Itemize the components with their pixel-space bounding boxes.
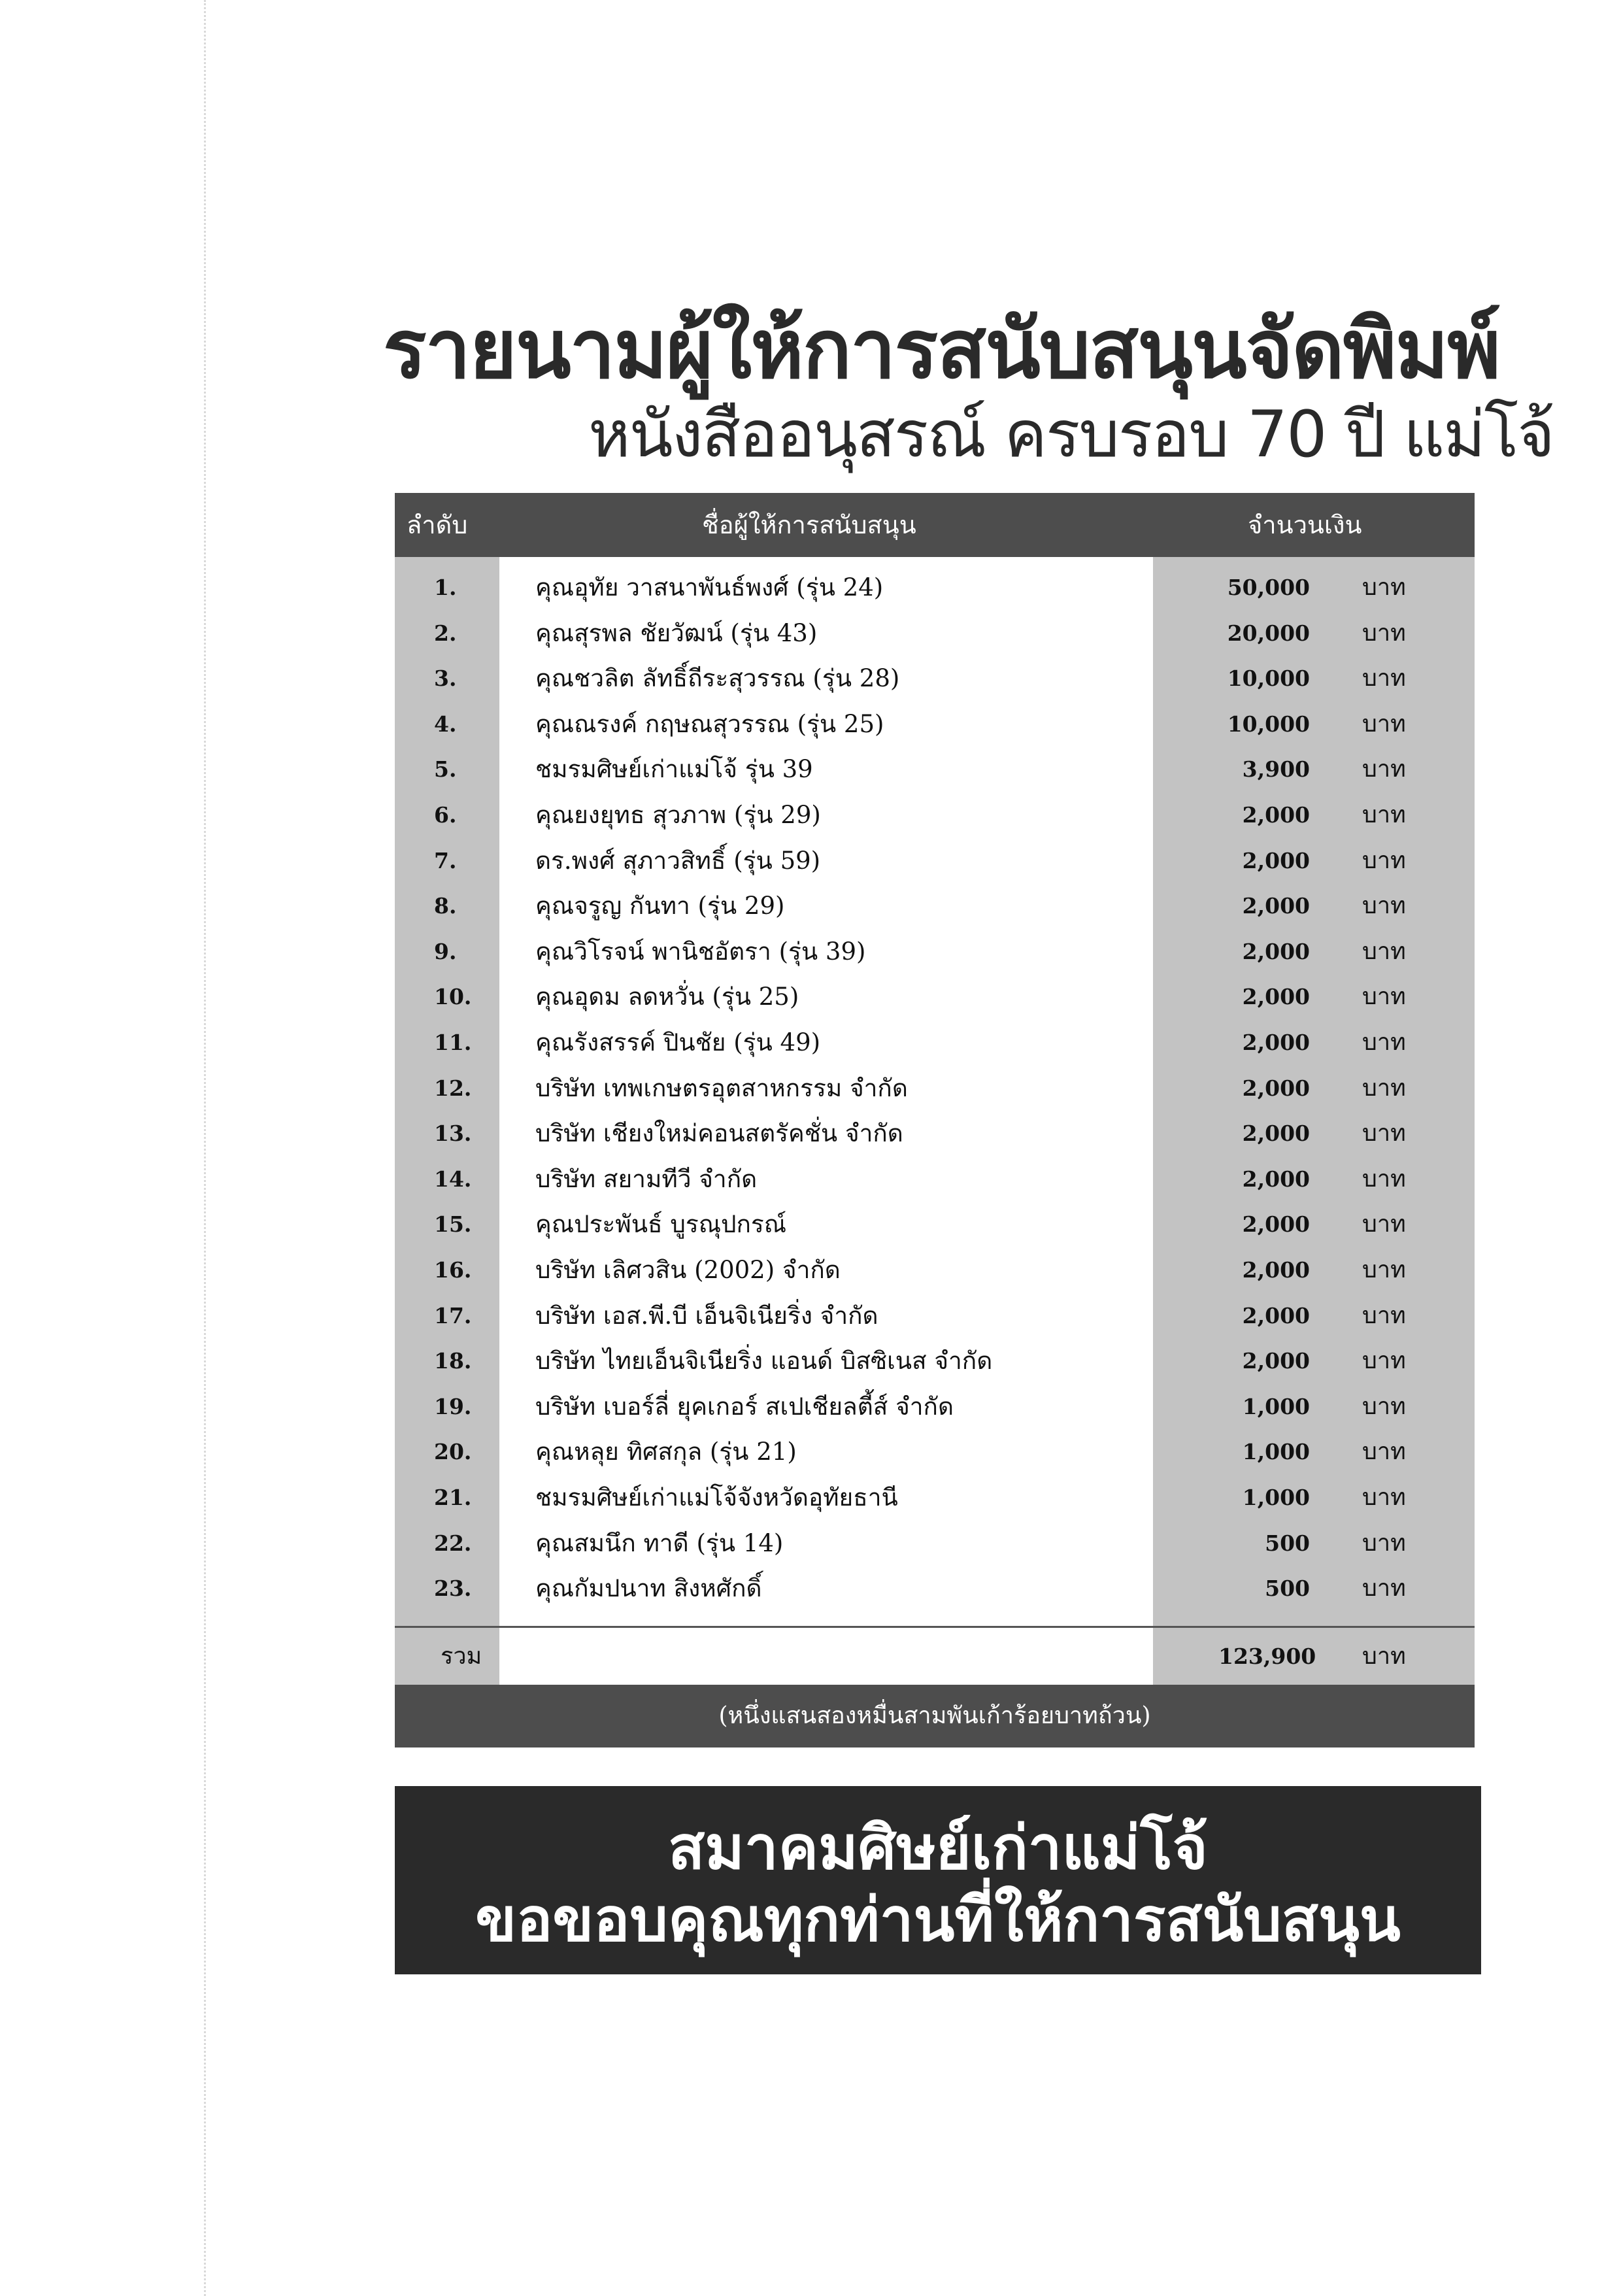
row-unit: บาท [1362,1211,1406,1238]
row-unit: บาท [1362,1484,1406,1511]
row-number: 10. [434,984,472,1010]
table-row [395,1429,1475,1475]
row-unit: บาท [1362,892,1406,920]
total-row [395,1634,1475,1680]
table-row [395,1475,1475,1521]
row-number: 18. [434,1348,472,1374]
row-name: คุณอุดม ลดหวั่น (รุ่น 25) [535,983,799,1011]
table-row [395,1293,1475,1339]
row-number: 20. [434,1439,472,1465]
row-amount: 1,000 [1242,1439,1310,1465]
row-amount: 2,000 [1242,1348,1310,1374]
table-row [395,974,1475,1020]
row-unit: บาท [1362,1029,1406,1056]
row-number: 4. [434,711,457,737]
row-unit: บาท [1362,1575,1406,1602]
row-amount: 2,000 [1242,1257,1310,1283]
header-amount: จำนวนเงิน [1248,511,1362,539]
row-name: คุณหลุย ทิศสกุล (รุ่น 21) [535,1438,797,1466]
table-row [395,792,1475,838]
row-amount: 2,000 [1242,1030,1310,1055]
row-name: บริษัท สยามทีวี จำกัด [535,1164,758,1193]
row-unit: บาท [1362,1529,1406,1557]
row-number: 17. [434,1302,472,1328]
row-unit: บาท [1362,1120,1406,1147]
table-row [395,1066,1475,1111]
row-amount: 10,000 [1227,666,1310,692]
row-number: 9. [434,938,457,964]
row-name: คุณณรงค์ กฤษณสุวรรณ (รุ่น 25) [535,709,884,738]
table-row [395,1156,1475,1202]
row-amount: 10,000 [1227,711,1310,737]
row-amount: 50,000 [1227,575,1310,600]
row-unit: บาท [1362,802,1406,828]
row-name: บริษัท เชียงใหม่คอนสตรัคชั่น จำกัด [535,1119,903,1148]
row-number: 12. [434,1075,472,1101]
row-name: ชมรมศิษย์เก่าแม่โจ้ รุ่น 39 [535,755,813,784]
row-name: คุณประพันธ์ บูรณุปกรณ์ [535,1210,787,1239]
page-title: รายนามผู้ให้การสนับสนุนจัดพิมพ์ [383,303,1500,397]
row-name: คุณวิโรจน์ พานิชอัตรา (รุ่น 39) [535,937,866,966]
row-number: 16. [434,1257,472,1283]
row-unit: บาท [1362,1257,1406,1283]
table-row [395,883,1475,929]
total-label: รวม [441,1643,482,1670]
row-name: คุณอุทัย วาสนาพันธ์พงศ์ (รุ่น 24) [535,573,884,601]
row-unit: บาท [1362,574,1406,601]
table-row [395,656,1475,701]
row-name: คุณรังสรรค์ ปินชัย (รุ่น 49) [535,1028,821,1056]
row-name: บริษัท เบอร์ลี่ ยุคเกอร์ สเปเชียลตี้ส์ จำกัด [535,1392,954,1421]
row-unit: บาท [1362,1393,1406,1420]
row-number: 6. [434,802,457,828]
row-unit: บาท [1362,756,1406,783]
total-amount: 123,900 [1218,1644,1316,1669]
row-amount: 500 [1265,1530,1310,1556]
row-unit: บาท [1362,1074,1406,1102]
table-header [395,493,1475,557]
row-amount: 2,000 [1242,847,1310,873]
row-amount: 2,000 [1242,1075,1310,1101]
row-unit: บาท [1362,619,1406,647]
header-number: ลำดับ [407,511,468,539]
row-number: 23. [434,1576,472,1602]
total-in-words: (หนึ่งแสนสองหมื่นสามพันเก้าร้อยบาทถ้วน) [395,1685,1475,1747]
row-number: 11. [434,1030,472,1055]
row-unit: บาท [1362,1302,1406,1329]
row-number: 7. [434,847,457,873]
row-number: 5. [434,756,457,783]
row-name: ชมรมศิษย์เก่าแม่โจ้จังหวัดอุทัยธานี [535,1483,898,1511]
row-unit: บาท [1362,937,1406,965]
thanks-line-1: สมาคมศิษย์เก่าแม่โจ้ [668,1813,1208,1883]
row-amount: 2,000 [1242,893,1310,919]
table-row [395,838,1475,884]
row-amount: 3,900 [1242,756,1310,783]
table-row [395,1384,1475,1430]
table-row [395,1521,1475,1566]
table-row [395,747,1475,792]
row-unit: บาท [1362,983,1406,1011]
table-row [395,1202,1475,1247]
row-number: 1. [434,575,457,600]
table-row [395,565,1475,611]
row-name: บริษัท ไทยเอ็นจิเนียริ่ง แอนด์ บิสซิเนส จำกัด [535,1347,993,1376]
row-name: คุณกัมปนาท สิงหศักดิ์ [535,1574,762,1603]
row-name: ดร.พงศ์ สุภาวสิทธิ์ (รุ่น 59) [535,846,821,875]
table-row [395,1566,1475,1612]
row-amount: 2,000 [1242,938,1310,964]
total-divider [395,1626,1475,1628]
row-amount: 20,000 [1227,620,1310,646]
table-row [395,1111,1475,1156]
row-name: คุณจรูญ กันทา (รุ่น 29) [535,892,785,920]
table-row [395,929,1475,975]
row-number: 21. [434,1485,472,1510]
row-unit: บาท [1362,847,1406,874]
row-number: 14. [434,1166,472,1192]
row-number: 15. [434,1211,472,1238]
thanks-banner [395,1786,1481,1974]
row-number: 22. [434,1530,472,1556]
row-unit: บาท [1362,665,1406,692]
header-name: ชื่อผู้ให้การสนับสนุน [702,511,916,539]
row-amount: 2,000 [1242,1121,1310,1147]
table-row [395,1338,1475,1384]
row-amount: 2,000 [1242,802,1310,828]
table-row [395,1020,1475,1066]
row-unit: บาท [1362,1438,1406,1466]
row-unit: บาท [1362,1347,1406,1375]
row-number: 19. [434,1393,472,1419]
page-subtitle: หนังสืออนุสรณ์ ครบรอบ 70 ปี แม่โจ้ [588,397,1554,472]
table-row [395,701,1475,747]
row-amount: 1,000 [1242,1393,1310,1419]
row-name: คุณชวลิต ลัทธิ์ถีระสุวรรณ (รุ่น 28) [535,664,900,693]
row-name: คุณยงยุทธ สุวภาพ (รุ่น 29) [535,801,821,829]
row-number: 2. [434,620,457,646]
row-number: 8. [434,893,457,919]
row-amount: 2,000 [1242,1166,1310,1192]
thanks-line-2: ขอขอบคุณทุกท่านที่ให้การสนับสนุน [475,1885,1401,1955]
row-name: บริษัท เทพเกษตรอุตสาหกรรม จำกัด [535,1073,908,1102]
table-row [395,611,1475,656]
row-unit: บาท [1362,710,1406,737]
page-edge-line [204,0,206,2296]
sponsor-table [395,493,1475,1749]
row-name: คุณสุรพล ชัยวัฒน์ (รุ่น 43) [535,618,818,647]
row-name: บริษัท เลิศวสิน (2002) จำกัด [535,1256,841,1284]
row-name: บริษัท เอส.พี.บี เอ็นจิเนียริ่ง จำกัด [535,1301,878,1330]
total-unit: บาท [1362,1643,1406,1670]
row-unit: บาท [1362,1165,1406,1192]
row-amount: 2,000 [1242,1302,1310,1328]
row-name: คุณสมนึก ทาดี (รุ่น 14) [535,1528,784,1557]
table-row [395,1247,1475,1293]
row-number: 13. [434,1121,472,1147]
row-amount: 500 [1265,1576,1310,1602]
row-amount: 1,000 [1242,1485,1310,1510]
row-amount: 2,000 [1242,1211,1310,1238]
row-amount: 2,000 [1242,984,1310,1010]
row-number: 3. [434,666,457,692]
